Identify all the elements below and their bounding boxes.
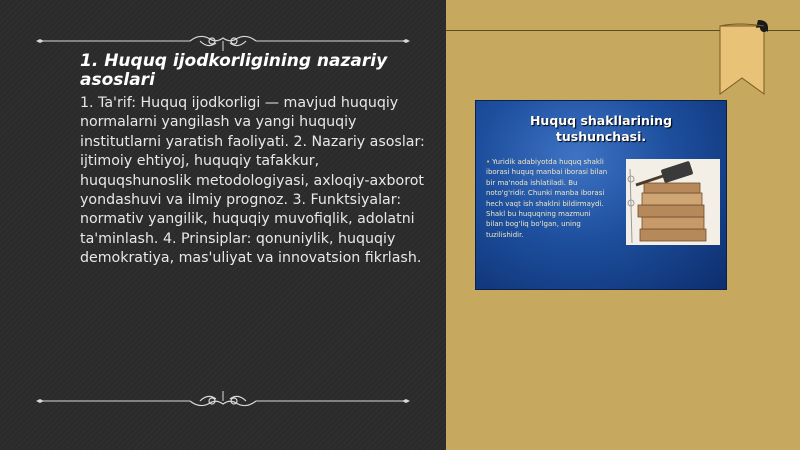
embedded-slide-title: Huquq shakllarining tushunchasi.: [529, 113, 673, 144]
embedded-slide-image: [475, 100, 727, 290]
embedded-slide-bullet: • Yuridik adabiyotda huquq shakli iborasi huquq manbai iborasi bilan bir ma'noda ishlatiladi. Bu noto'g'ridir. Chunki manba iborasi hech vaqt ish shaklni bildirmaydi. Shakl bu huquqning mazmuni bilan bog'liq bo'lgan, uning tuzilishidir.: [486, 158, 608, 239]
bookmark-icon: [718, 20, 768, 96]
bullet-dot-icon: •: [486, 158, 491, 166]
books-gavel-icon: [626, 159, 720, 245]
top-ornament-icon: [36, 29, 410, 53]
bottom-ornament-icon: [36, 389, 410, 413]
slide-body-text: 1. Ta'rif: Huquq ijodkorligi — mavjud huquqiy normalarni yangilash va yangi huquqiy institutlarni yaratish faoliyati. 2. Nazariy asoslar: ijtimoiy ehtiyoj, huquqiy tafakkur, huquqshunoslik metodologiyasi, axloqiy-axborot yondashuvi va ilmiy prognoz. 3. Funktsiyalar: normativ yangilik, huquqiy muvofiqlik, adolatni ta'minlash. 4. Prinsiplar: qonuniylik, huquqiy demokratiya, mas'uliyat va innovatsion fikrlash.: [80, 95, 425, 267]
slide-title: 1. Huquq ijodkorligining nazariy asoslari: [80, 51, 388, 90]
